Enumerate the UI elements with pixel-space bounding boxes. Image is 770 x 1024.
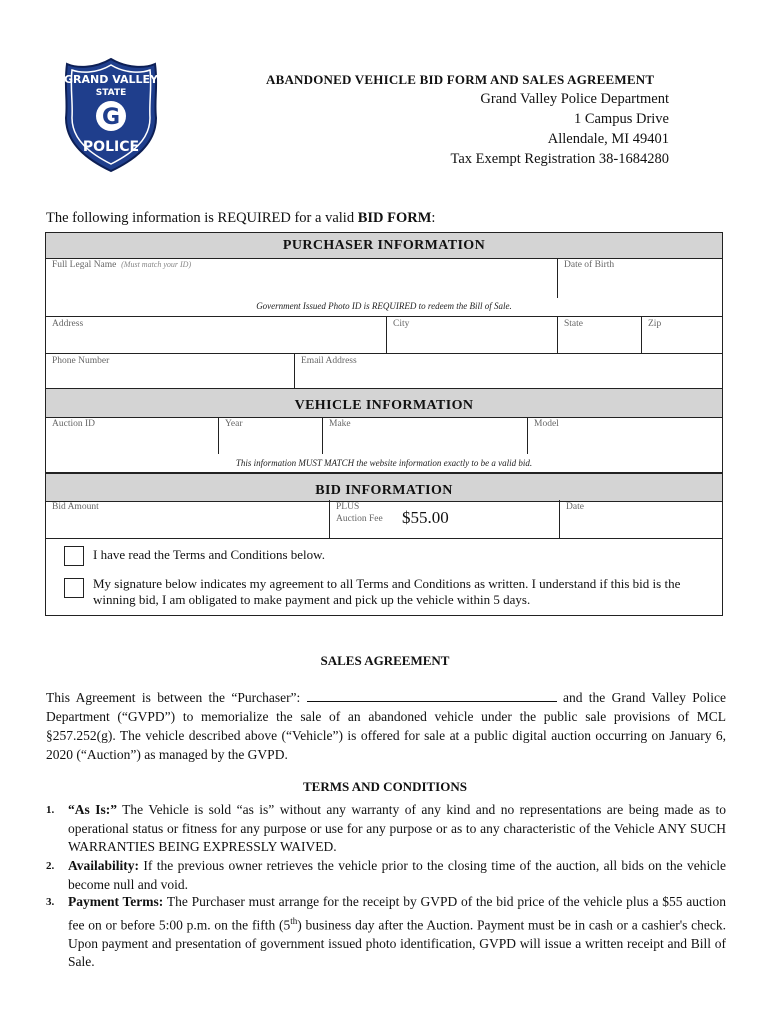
bid-heading: BID INFORMATION bbox=[46, 473, 722, 502]
term-availability: Availability: If the previous owner retrieves the vehicle prior to the closing time of the auction, all bids on the vehicle become null and void. bbox=[68, 858, 726, 892]
terms-title: TERMS AND CONDITIONS bbox=[303, 779, 467, 794]
term-3-number: 3. bbox=[46, 896, 55, 908]
term-1-number: 1. bbox=[46, 804, 55, 816]
intro-bold: BID FORM bbox=[357, 210, 432, 226]
org-city: Allendale, MI 49401 bbox=[547, 131, 669, 147]
zip-field[interactable]: Zip bbox=[641, 317, 722, 354]
auction-fee-value: $55.00 bbox=[402, 508, 449, 527]
badge-top-text: GRAND VALLEY bbox=[64, 73, 158, 86]
term-2-number: 2. bbox=[46, 860, 55, 872]
term-as-is: “As Is:” The Vehicle is sold “as is” without any warranty of any kind and no representations are being made as to operational status or fitness for any purpose or use for any purpose or as to any characteristic of the Vehicle ANY SUCH WARRANTIES BEING EXPRESSLY WAIVED. bbox=[68, 802, 727, 854]
purchaser-heading: PURCHASER INFORMATION bbox=[46, 233, 722, 259]
model-field[interactable]: Model bbox=[527, 417, 722, 454]
state-field[interactable]: State bbox=[557, 317, 641, 354]
email-field[interactable]: Email Address bbox=[294, 354, 722, 388]
agreement-checkbox[interactable] bbox=[64, 578, 84, 598]
vehicle-section bbox=[45, 389, 723, 473]
org-street: 1 Campus Drive bbox=[573, 111, 669, 127]
org-name: Grand Valley Police Department bbox=[480, 91, 669, 107]
sales-agreement-title: SALES AGREEMENT bbox=[320, 653, 450, 668]
year-field[interactable]: Year bbox=[218, 417, 322, 454]
auction-id-field[interactable]: Auction ID bbox=[52, 419, 96, 429]
full-name-field[interactable]: Full Legal Name (Must match your ID) bbox=[52, 260, 192, 270]
terms-read-label: I have read the Terms and Conditions below. bbox=[93, 547, 325, 562]
term-payment: Payment Terms: The Purchaser must arrange for the receipt by GVPD of the bid price of the vehicle plus a $55 auction fee on or before 5:00 p.m. on the fifth (5th) business day after the Auction. Payment must be in cash or a cashier's check. Upon payment and presentation of government issued photo identification, GVPD will issue a written receipt and Bill of Sale. bbox=[68, 894, 727, 969]
date-field[interactable]: Date bbox=[559, 500, 722, 538]
id-required-note: Government Issued Photo ID is REQUIRED to redeem the Bill of Sale. bbox=[256, 301, 512, 311]
intro-text: The following information is REQUIRED for a valid BID FORM: bbox=[46, 210, 436, 226]
vehicle-heading: VEHICLE INFORMATION bbox=[46, 389, 722, 418]
police-badge-logo bbox=[62, 56, 160, 174]
form-title: ABANDONED VEHICLE BID FORM AND SALES AGREEMENT bbox=[266, 72, 655, 87]
bid-amount-field[interactable]: Bid Amount bbox=[52, 502, 99, 512]
org-tax-id: Tax Exempt Registration 38-1684280 bbox=[450, 151, 669, 167]
agreement-paragraph: This Agreement is between the “Purchaser”: and the Grand Valley Police Department (“GVPD”) to memorialize the sale of an abandoned vehicle under the public sale provisions of MCL §257.252(g). The vehicle described above (“Vehicle”) is offered for sale at a public digital auction occurring on January 6, 2020 (“Auction”) as managed by the GVPD. bbox=[46, 690, 726, 762]
badge-bottom-text: POLICE bbox=[82, 139, 140, 155]
address-field[interactable]: Address bbox=[52, 319, 84, 329]
purchaser-name-blank[interactable] bbox=[307, 688, 557, 702]
badge-state-text: STATE bbox=[95, 88, 127, 98]
agreement-label: My signature below indicates my agreement to all Terms and Conditions as written. I understand if this bid is the winning bid, I am obligated to make payment and pick up the vehicle within 5 days. bbox=[93, 576, 681, 607]
bid-section bbox=[45, 473, 723, 616]
vehicle-match-note: This information MUST MATCH the website information exactly to be a valid bid. bbox=[235, 458, 533, 468]
make-field[interactable]: Make bbox=[322, 417, 527, 454]
purchaser-section bbox=[45, 232, 723, 389]
date-of-birth-field[interactable]: Date of Birth bbox=[557, 258, 722, 298]
badge-letter: G bbox=[101, 105, 121, 130]
city-field[interactable]: City bbox=[386, 317, 557, 354]
terms-read-checkbox[interactable] bbox=[64, 546, 84, 566]
phone-field[interactable]: Phone Number bbox=[52, 356, 110, 366]
auction-fee-cell: PLUS Auction Fee $55.00 bbox=[329, 500, 559, 538]
